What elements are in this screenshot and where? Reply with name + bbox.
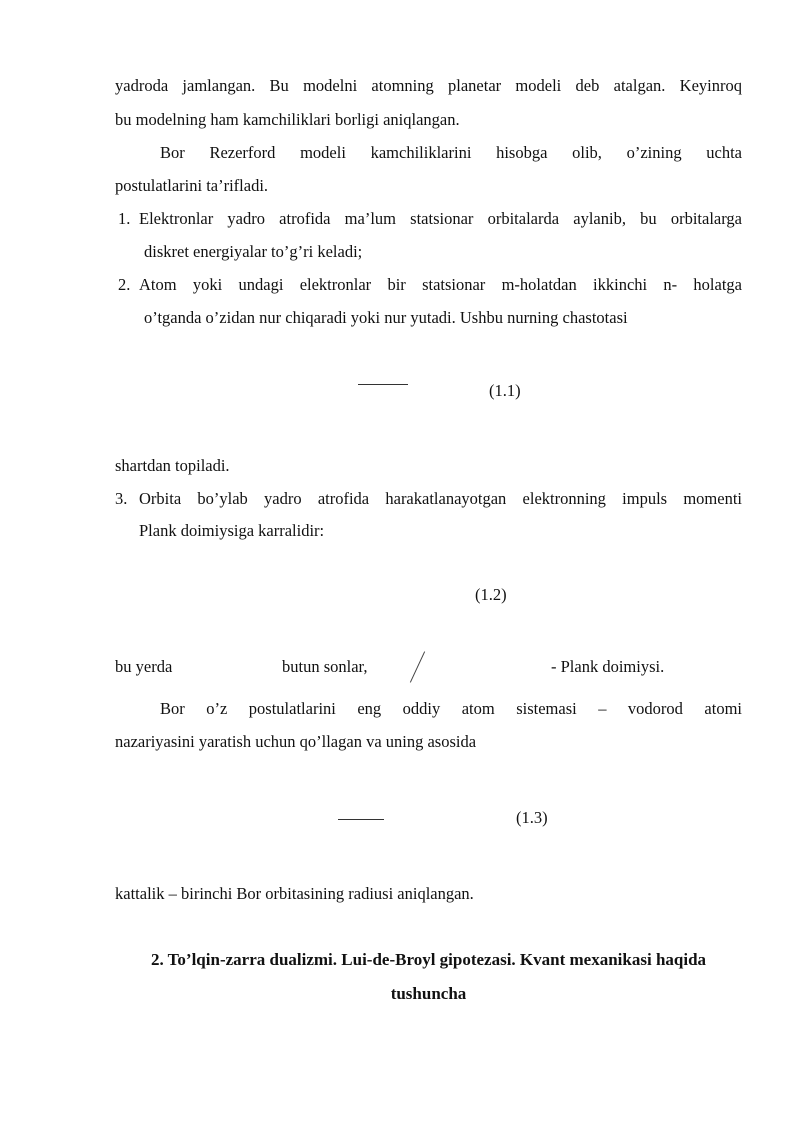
fraction-bar [338, 819, 384, 820]
list-number: 2. [118, 275, 131, 294]
list-item-text: diskret energiyalar to’g’ri keladi; [144, 242, 363, 261]
fraction-bar [358, 384, 408, 385]
slash-symbol [410, 651, 425, 682]
equation-label: (1.2) [475, 585, 507, 604]
list-number: 3. [115, 489, 128, 508]
where-text: bu yerda [115, 657, 173, 676]
paragraph-line: nazariyasini yaratish uchun qo’llagan va uning asosida [115, 732, 477, 751]
where-text: - Plank doimiysi. [551, 657, 665, 676]
section-heading: 2. To’lqin-zarra dualizmi. Lui-de-Broyl gipotezasi. Kvant mexanikasi haqida [150, 950, 707, 969]
paragraph-line: shartdan topiladi. [115, 456, 230, 475]
list-item-text: o’tganda o’zidan nur chiqaradi yoki nur yutadi. Ushbu nurning chastotasi [144, 308, 628, 327]
paragraph-line: bu modelning ham kamchiliklari borligi aniqlangan. [115, 110, 460, 129]
paragraph-line: Bor o’z postulatlarini eng oddiy atom sistemasi – vodorod atomi [160, 699, 742, 718]
list-number: 1. [118, 209, 131, 228]
list-item-text: Atom yoki undagi elektronlar bir statsionar m-holatdan ikkinchi n- holatga [139, 275, 742, 294]
paragraph-line: kattalik – birinchi Bor orbitasining radiusi aniqlangan. [115, 884, 474, 903]
equation-label: (1.3) [516, 808, 548, 827]
where-text: butun sonlar, [282, 657, 368, 676]
paragraph-line: postulatlarini ta’rifladi. [115, 176, 269, 195]
list-item-text: Orbita bo’ylab yadro atrofida harakatlanayotgan elektronning impuls momenti [139, 489, 742, 508]
paragraph-line: Bor Rezerford modeli kamchiliklarini hisobga olib, o’zining uchta [160, 143, 742, 162]
paragraph-line: yadroda jamlangan. Bu modelni atomning planetar modeli deb atalgan. Keyinroq [115, 76, 742, 95]
list-item-text: Plank doimiysiga karralidir: [139, 521, 325, 540]
section-heading: tushuncha [390, 984, 467, 1003]
equation-label: (1.1) [489, 381, 521, 400]
list-item-text: Elektronlar yadro atrofida ma’lum statsionar orbitalarda aylanib, bu orbitalarga [139, 209, 742, 228]
